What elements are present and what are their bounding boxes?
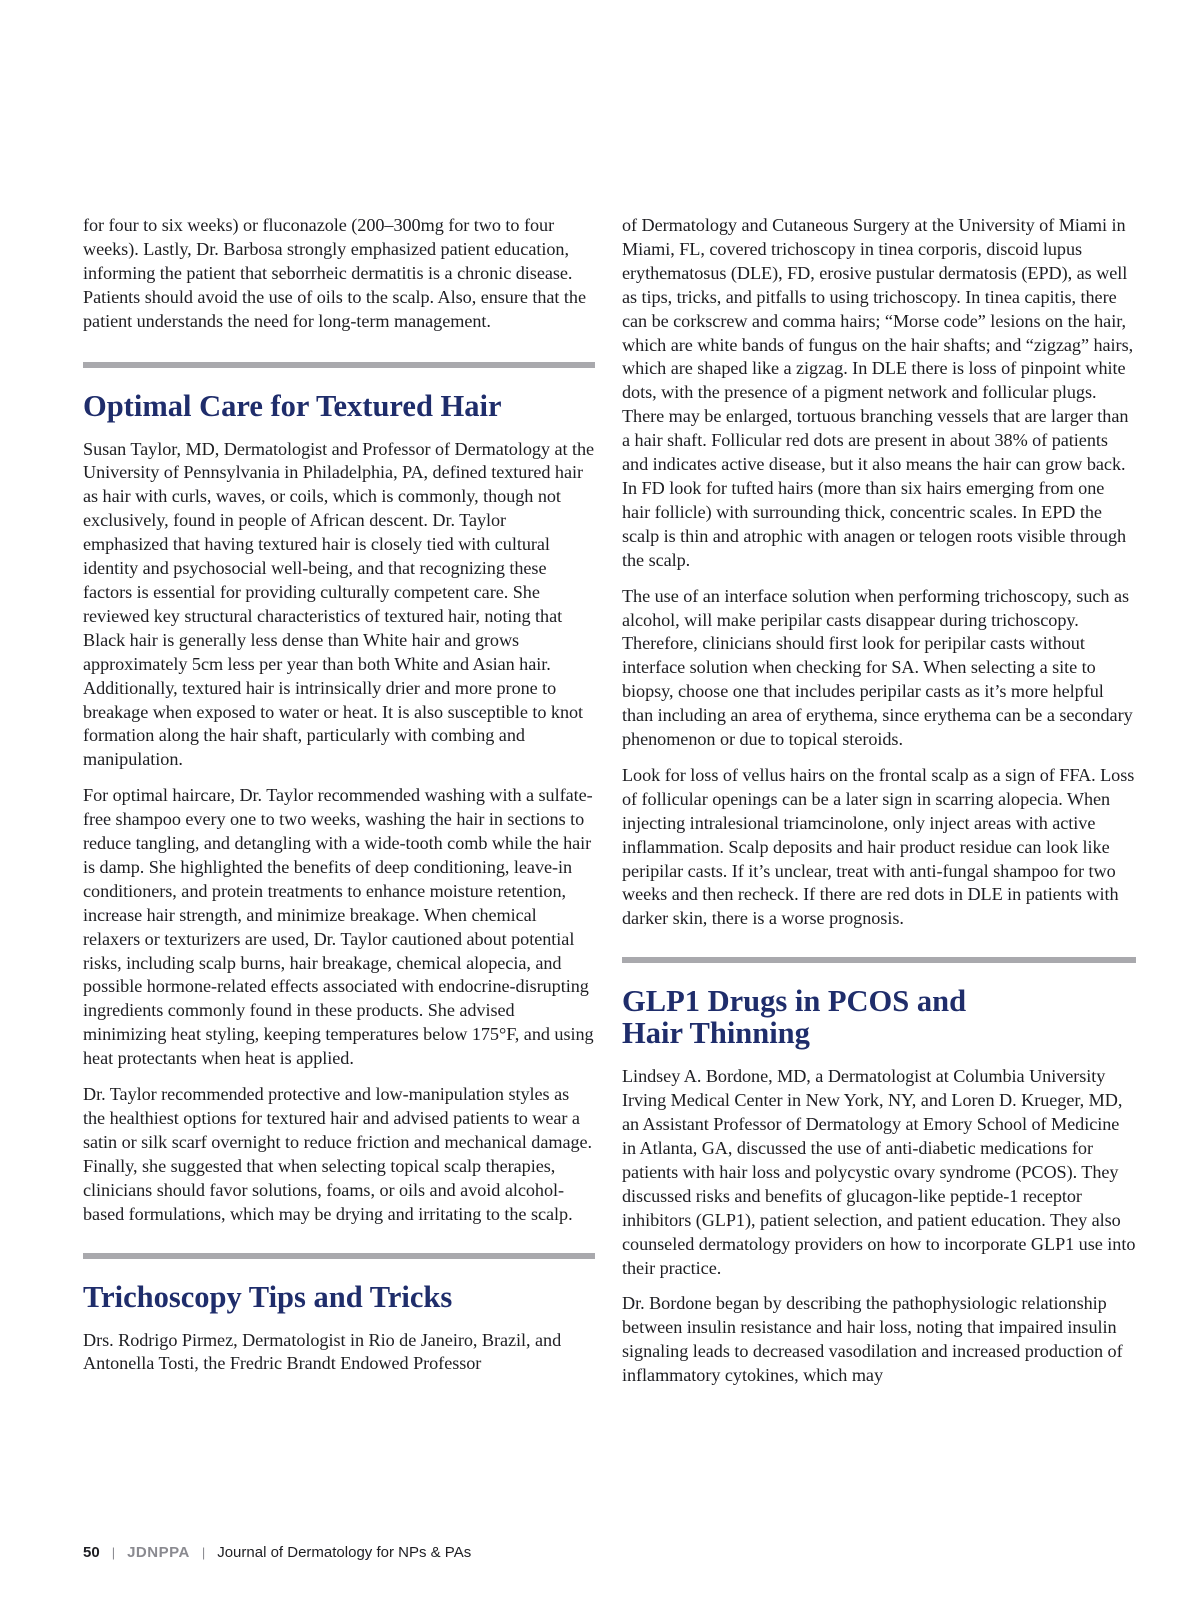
page-footer [83,1544,471,1561]
left-column [83,214,595,1388]
right-column [622,214,1136,1400]
body-paragraph: For optimal haircare, Dr. Taylor recommended washing with a sulfate-free shampoo every one to two weeks, washing the hair in sections to reduce tangling, and detangling with a wide-tooth comb while the hair is damp. She highlighted the benefits of deep conditioning, leave-in conditioners, and protein treatments to enhance moisture retention, increase hair strength, and minimize breakage. When chemical relaxers or texturizers are used, Dr. Taylor cautioned about potential risks, including scalp burns, hair breakage, chemical alopecia, and possible hormone-related effects associated with endocrine-disrupting ingredients commonly found in these products. She advised minimizing heat styling, keeping temperatures below 175°F, and using heat protectants when heat is applied. [83,785,594,1069]
heading-line: Hair Thinning [622,1016,810,1051]
section-heading-glp1 [622,985,1136,1049]
section-heading-textured-hair: Optimal Care for Textured Hair [83,388,502,423]
body-paragraph: Drs. Rodrigo Pirmez, Dermatologist in Rio de Janeiro, Brazil, and Antonella Tosti, the Fredric Brandt Endowed Professor [83,1329,562,1374]
body-paragraph: Dr. Bordone began by describing the pathophysiologic relationship between insulin resistance and hair loss, noting that impaired insulin signaling leads to decreased vasodilation and increased production of inflammatory cytokines, which may [622,1293,1123,1386]
journal-abbreviation: JDNPPA [127,1544,190,1561]
body-paragraph: Dr. Taylor recommended protective and low-manipulation styles as the healthiest options for textured hair and advised patients to wear a satin or silk scarf overnight to reduce friction and mechanical damage. Finally, she suggested that when selecting topical scalp therapies, clinicians should favor solutions, foams, or oils and avoid alcohol-based formulations, which may be drying and irritating to the scalp. [83,1084,593,1224]
page-number: 50 [83,1544,100,1561]
footer-separator: | [111,1545,116,1560]
body-paragraph: Susan Taylor, MD, Dermatologist and Professor of Dermatology at the University of Pennsylvania in Philadelphia, PA, defined textured hair as hair with curls, waves, or coils, which is commonly, though not exclusively, found in people of African descent. Dr. Taylor emphasized that having textured hair is closely tied with cultural identity and psychosocial well-being, and that recognizing these factors is essential for providing culturally competent care. She reviewed key structural characteristics of textured hair, noting that Black hair is generally less dense than White hair and grows approximately 5cm less per year than both White and Asian hair. Additionally, textured hair is intrinsically drier and more prone to breakage when exposed to water or heat. It is also susceptible to knot formation along the hair shaft, particularly with combing and manipulation. [83,438,595,770]
section-divider [622,957,1136,963]
heading-line: GLP1 Drugs in PCOS and [622,984,967,1019]
body-paragraph: Lindsey A. Bordone, MD, a Dermatologist at Columbia University Irving Medical Center in New York, NY, and Loren D. Krueger, MD, an Assistant Professor of Dermatology at Emory School of Medicine in Atlanta, GA, discussed the use of anti-diabetic medications for patients with hair loss and polycystic ovary syndrome (PCOS). They discussed risks and benefits of glucagon-like peptide-1 receptor inhibitors (GLP1), patient selection, and patient education. They also counseled dermatology providers on how to incorporate GLP1 use into their practice. [622,1066,1136,1278]
body-paragraph: The use of an interface solution when performing trichoscopy, such as alcohol, will make peripilar casts disappear during trichoscopy. Therefore, clinicians should first look for peripilar casts without interface solution when checking for SA. When selecting a site to biopsy, choose one that includes peripilar casts as it’s more helpful than including an area of erythema, since erythema can be a secondary phenomenon or due to topical steroids. [622,585,1133,750]
body-paragraph: Look for loss of vellus hairs on the frontal scalp as a sign of FFA. Loss of follicular openings can be a later sign in scarring alopecia. When injecting intralesional triamcinolone, only inject areas with active inflammation. Scalp deposits and hair product residue can look like peripilar casts. If it’s unclear, treat with anti-fungal shampoo for two weeks and then recheck. If there are red dots in DLE in patients with darker skin, there is a worse prognosis. [622,764,1135,929]
section-divider [83,362,595,368]
body-paragraph: of Dermatology and Cutaneous Surgery at the University of Miami in Miami, FL, covered trichoscopy in tinea corporis, discoid lupus erythematosus (DLE), FD, erosive pustular dermatosis (EPD), as well as tips, tricks, and pitfalls to using trichoscopy. In tinea capitis, there can be corkscrew and comma hairs; “Morse code” lesions on the hair, which are white bands of fungus on the hair shafts; and “zigzag” hairs, which are shaped like a zigzag. In DLE there is loss of pinpoint white dots, with the presence of a pigment network and follicular plugs. There may be enlarged, tortuous branching vessels that are larger than a hair shaft. Follicular red dots are present in about 38% of patients and indicates active disease, but it also means the hair can grow back. In FD look for tufted hairs (more than six hairs emerging from one hair follicle) with surrounding thick, concentric scales. In EPD the scalp is thin and atrophic with anagen or telogen roots visible through the scalp. [622,215,1134,570]
intro-paragraph: for four to six weeks) or fluconazole (200–300mg for two to four weeks). Lastly, Dr. Barbosa strongly emphasized patient education, informing the patient that seborrheic dermatitis is a chronic disease. Patients should avoid the use of oils to the scalp. Also, ensure that the patient understands the need for long-term management. [83,215,586,331]
section-divider [83,1253,595,1259]
footer-separator: | [201,1545,206,1560]
journal-name: Journal of Dermatology for NPs & PAs [217,1544,472,1561]
section-heading-trichoscopy: Trichoscopy Tips and Tricks [83,1279,453,1314]
